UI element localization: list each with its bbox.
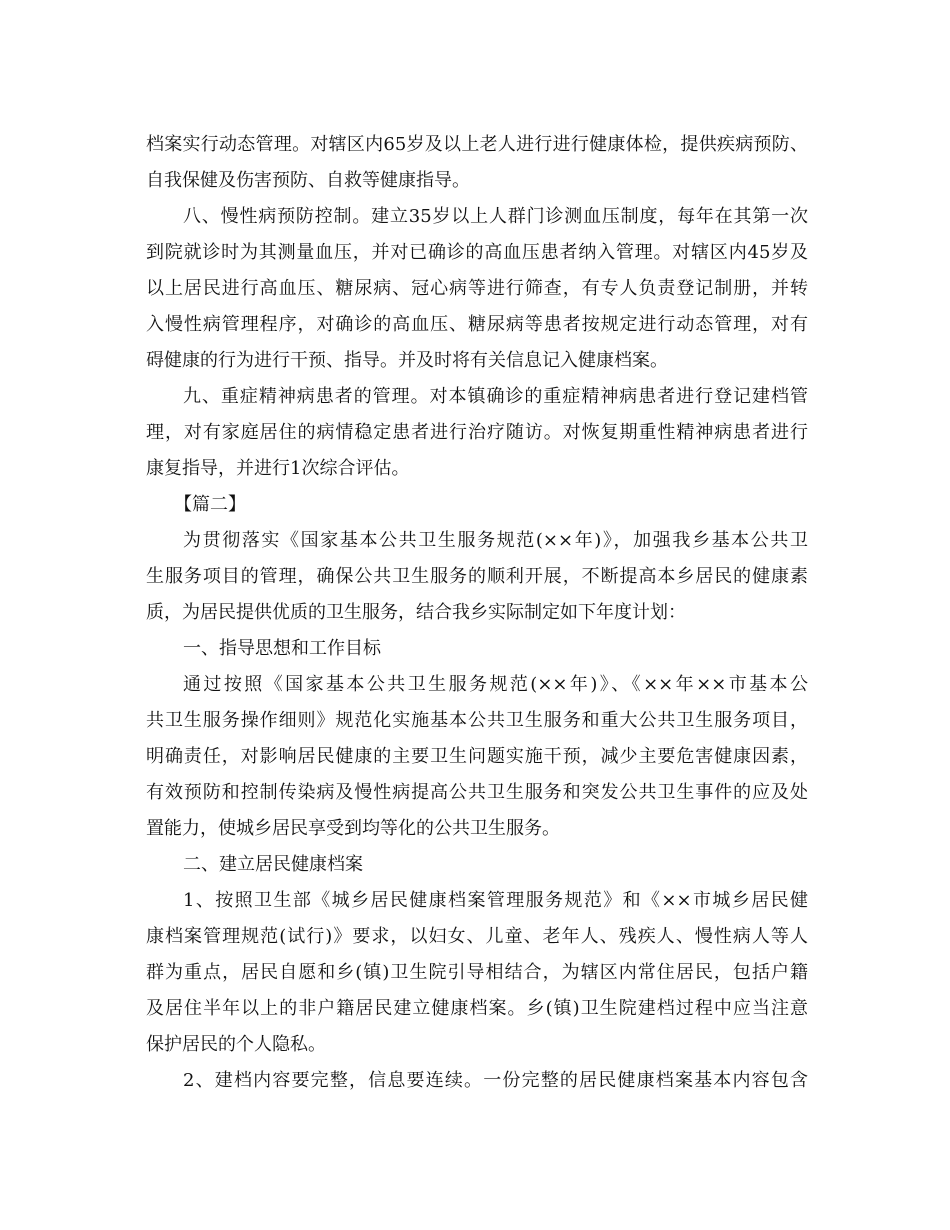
text-line: 置能力，使城乡居民享受到均等化的公共卫生服务。 (146, 818, 560, 839)
text-line: 为贯彻落实《国家基本公共卫生服务规范(××年)》，加强我乡基本公共卫 (183, 530, 808, 551)
text-line: 质，为居民提供优质的卫生服务，结合我乡实际制定如下年度计划： (146, 602, 686, 623)
text-line: 入慢性病管理程序，对确诊的高血压、糖尿病等患者按规定进行动态管理，对有 (146, 314, 808, 335)
text-line: 及居住半年以上的非户籍居民建立健康档案。乡(镇)卫生院建档过程中应当注意 (146, 998, 808, 1019)
text-line: 生服务项目的管理，确保公共卫生服务的顺利开展，不断提高本乡居民的健康素 (146, 566, 808, 587)
text-line: 有效预防和控制传染病及慢性病提高公共卫生服务和突发公共卫生事件的应及处 (146, 782, 808, 803)
text-line: 档案实行动态管理。对辖区内65岁及以上老人进行进行健康体检，提供疾病预防、 (146, 134, 808, 155)
text-line: 康档案管理规范(试行)》要求，以妇女、儿童、老年人、残疾人、慢性病人等人 (146, 926, 808, 947)
text-line: 1、按照卫生部《城乡居民健康档案管理服务规范》和《××市城乡居民健 (183, 890, 808, 911)
text-line: 碍健康的行为进行干预、指导。并及时将有关信息记入健康档案。 (146, 350, 668, 371)
text-line: 八、慢性病预防控制。建立35岁以上人群门诊测血压制度，每年在其第一次 (183, 206, 808, 227)
text-line: 一、指导思想和工作目标 (183, 638, 381, 659)
text-line: 自我保健及伤害预防、自救等健康指导。 (146, 170, 470, 191)
text-line: 二、建立居民健康档案 (183, 854, 363, 875)
text-line: 康复指导，并进行1次综合评估。 (146, 458, 410, 479)
document-body (146, 127, 808, 1099)
text-line: 2、建档内容要完整，信息要连续。一份完整的居民健康档案基本内容包含 (183, 1070, 808, 1091)
text-line: 到院就诊时为其测量血压，并对已确诊的高血压患者纳入管理。对辖区内45岁及 (146, 242, 808, 263)
text-line: 以上居民进行高血压、糖尿病、冠心病等进行筛查，有专人负责登记制册，并转 (146, 278, 808, 299)
text-line: 保护居民的个人隐私。 (146, 1034, 326, 1055)
text-line: 九、重症精神病患者的管理。对本镇确诊的重症精神病患者进行登记建档管 (183, 386, 808, 407)
text-line: 通过按照《国家基本公共卫生服务规范(××年)》、《××年××市基本公 (183, 674, 808, 695)
text-line: 理，对有家庭居住的病情稳定患者进行治疗随访。对恢复期重性精神病患者进行 (146, 422, 808, 443)
text-line: 共卫生服务操作细则》规范化实施基本公共卫生服务和重大公共卫生服务项目， (146, 710, 808, 731)
section-heading: 【篇二】 (174, 494, 246, 515)
text-line: 明确责任，对影响居民健康的主要卫生问题实施干预，减少主要危害健康因素， (146, 746, 808, 767)
text-line: 群为重点，居民自愿和乡(镇)卫生院引导相结合，为辖区内常住居民，包括户籍 (146, 962, 808, 983)
